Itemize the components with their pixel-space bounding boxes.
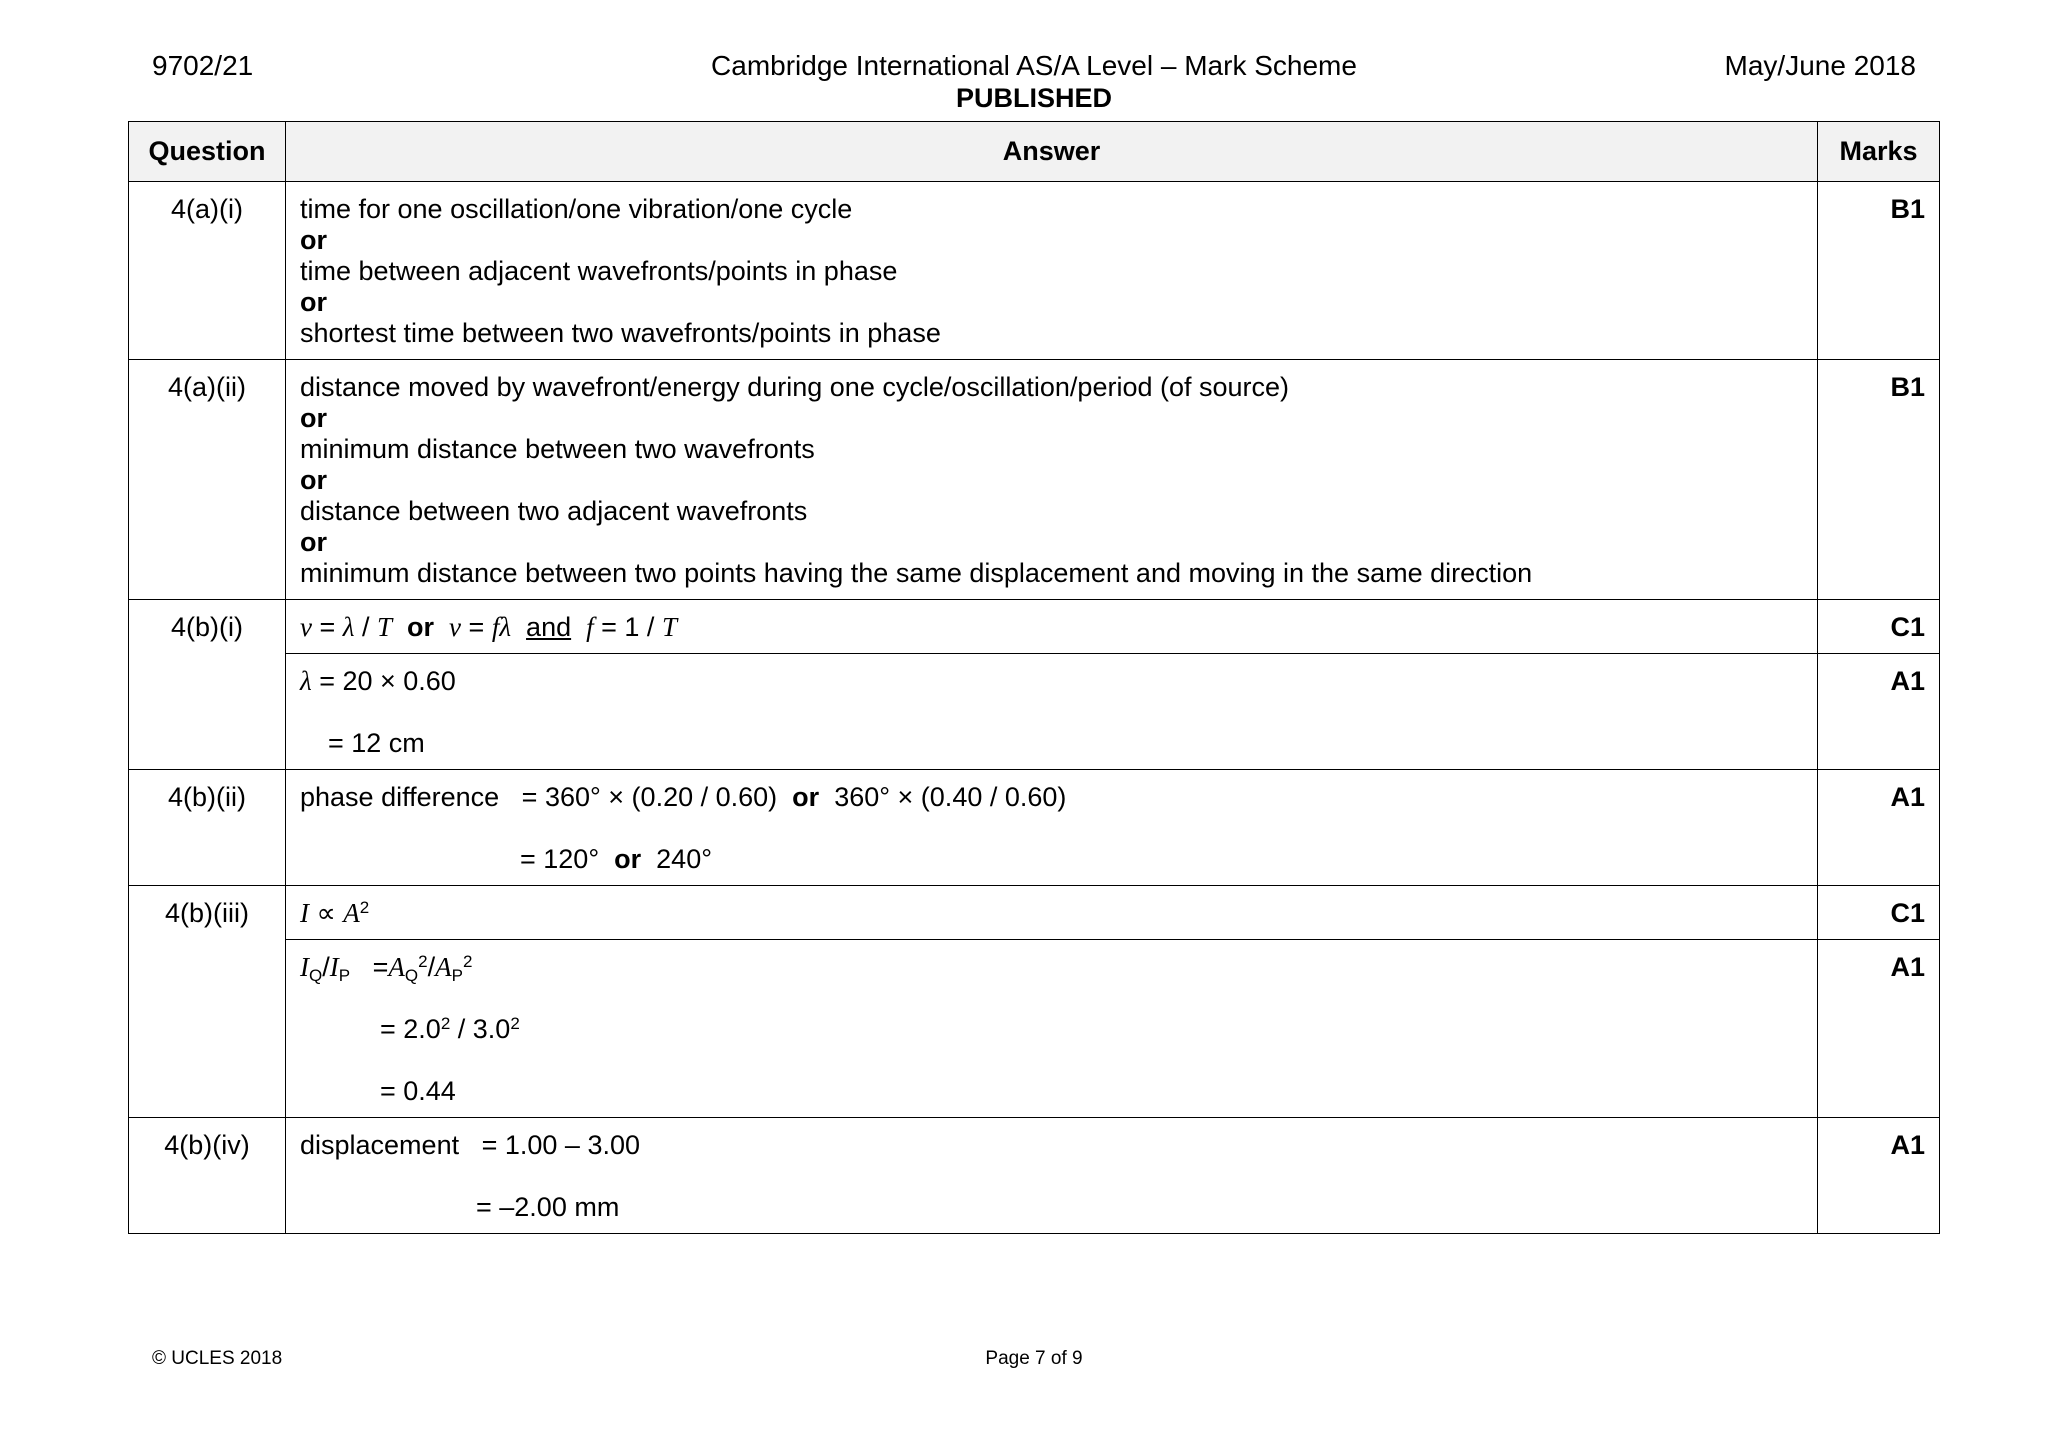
marks-value: B1	[1818, 182, 1940, 360]
or-keyword: or	[300, 527, 327, 557]
paper-code: 9702/21	[152, 50, 254, 81]
table-row	[129, 654, 1940, 770]
column-header-marks: Marks	[1818, 122, 1940, 182]
column-header-answer: Answer	[286, 122, 1818, 182]
answer-line: minimum distance between two points having the same displacement and moving in the same direction	[300, 558, 1533, 588]
table-header-row	[129, 122, 1940, 182]
marks-value: A1	[1818, 654, 1940, 770]
answer-line: minimum distance between two wavefronts	[300, 434, 815, 464]
question-number: 4(a)(ii)	[129, 360, 286, 600]
calculation-result: = –2.00 mm	[476, 1192, 620, 1222]
answer-cell	[286, 940, 1818, 1118]
proportionality-line: $I \propto A^2$	[300, 898, 370, 928]
column-header-question: Question	[129, 122, 286, 182]
calculation-result: = 0.44	[380, 1076, 456, 1106]
or-keyword: or	[300, 287, 327, 317]
answer-cell	[286, 1118, 1818, 1234]
answer-line: distance moved by wavefront/energy during one cycle/oscillation/period (of source)	[300, 372, 1290, 402]
answer-line: time between adjacent wavefronts/points in phase	[300, 256, 898, 286]
table-row	[129, 940, 1940, 1118]
calculation-line: λ = 20 × 0.60	[300, 666, 456, 696]
ratio-line: $I_Q/I_P$ $=A_Q^2/A_P^2$	[300, 952, 473, 985]
table-row	[129, 770, 1940, 886]
question-number: 4(b)(i)	[129, 600, 286, 770]
question-number: 4(a)(i)	[129, 182, 286, 360]
table-row	[129, 1118, 1940, 1234]
marks-value: C1	[1818, 886, 1940, 940]
calculation-line: displacement = 1.00 – 3.00	[300, 1130, 640, 1160]
table-row	[129, 600, 1940, 654]
or-keyword: or	[300, 403, 327, 433]
mark-scheme-table	[128, 121, 1940, 1234]
question-number: 4(b)(ii)	[129, 770, 286, 886]
calculation-line: = $2.0^2 / 3.0^2$	[380, 1014, 520, 1044]
or-keyword: or	[300, 465, 327, 495]
marks-value: B1	[1818, 360, 1940, 600]
table-row	[129, 360, 1940, 600]
question-number: 4(b)(iii)	[129, 886, 286, 1118]
table-row	[129, 886, 1940, 940]
marks-value: A1	[1818, 1118, 1940, 1234]
answer-line: distance between two adjacent wavefronts	[300, 496, 808, 526]
calculation-result: = 120° or 240°	[520, 844, 713, 874]
calculation-result: = 12 cm	[328, 728, 425, 758]
marks-value: C1	[1818, 600, 1940, 654]
answer-cell	[286, 182, 1818, 360]
question-number: 4(b)(iv)	[129, 1118, 286, 1234]
answer-cell	[286, 654, 1818, 770]
published-label: PUBLISHED	[955, 83, 1112, 113]
table-row	[129, 182, 1940, 360]
copyright-notice: © UCLES 2018	[152, 1348, 283, 1369]
marks-value: A1	[1818, 940, 1940, 1118]
answer-cell	[286, 360, 1818, 600]
exam-session: May/June 2018	[1724, 50, 1916, 81]
answer-line: time for one oscillation/one vibration/one cycle	[300, 194, 853, 224]
wave-equation: v = λ / T or v = fλ and f = 1 / T	[300, 612, 677, 642]
answer-cell	[286, 886, 1818, 940]
answer-cell	[286, 600, 1818, 654]
page-number: Page 7 of 9	[985, 1348, 1083, 1369]
marks-value: A1	[1818, 770, 1940, 886]
document-title: Cambridge International AS/A Level – Mark Scheme	[711, 50, 1357, 81]
or-keyword: or	[300, 225, 327, 255]
answer-cell	[286, 770, 1818, 886]
answer-line: shortest time between two wavefronts/points in phase	[300, 318, 941, 348]
calculation-line: phase difference = 360° × (0.20 / 0.60) or 360° × (0.40 / 0.60)	[300, 782, 1067, 812]
